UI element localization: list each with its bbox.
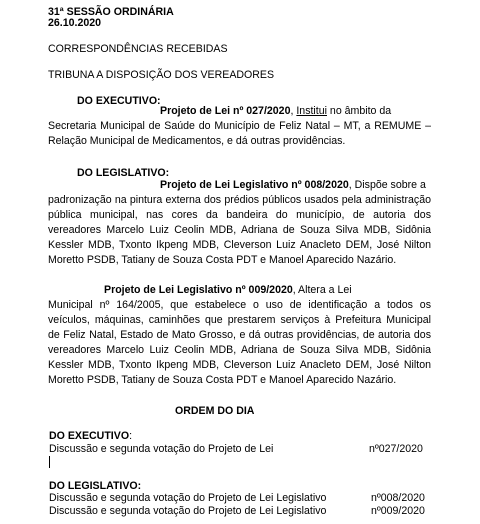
legislative-project2-paragraph: [48, 283, 431, 388]
legislative-project2-line-6: Moretto PSDB, Tatiany de Souza Costa PDT e Manoel Aparecido Nazário.: [48, 374, 397, 386]
legislative-project2-line-4: vereadores Marcelo Luiz Ceolin MDB, Adriana de Souza Silva MDB, Sidônia: [48, 344, 431, 356]
executive-line-0: , Institui no âmbito da: [290, 105, 392, 117]
session-date: 26.10.2020: [48, 17, 102, 29]
correspondence-heading: CORRESPONDÊNCIAS RECEBIDAS: [48, 43, 228, 55]
legislative-project1-title: Projeto de Lei Legislativo nº 008/2020: [160, 179, 349, 191]
institui-underlined-word: Institui: [296, 105, 327, 117]
agenda-title: ORDEM DO DIA: [175, 405, 255, 417]
legislative-project2-line-5: Kessler MDB, Txonto Ikpeng MDB, Cleverson Luiz Anacleto DEM, José Nilton: [48, 359, 431, 371]
legislative-project2-title: Projeto de Lei Legislativo nº 009/2020: [104, 284, 293, 296]
legislative-project1-paragraph: [48, 178, 431, 268]
legislative-project1-line-0: , Dispõe sobre a: [348, 179, 426, 191]
agenda-legislative-item-0-text: Discussão e segunda votação do Projeto de Lei Legislativo: [49, 492, 327, 504]
legislative-project2-line-2: veículos, máquinas, caminhões que prestarem serviços à Prefeitura Municipal: [48, 314, 431, 326]
legislative-project1-line-3: vereadores Marcelo Luiz Ceolin MDB, Adriana de Souza Silva MDB, Sidônia: [48, 224, 431, 236]
agenda-executive-heading: DO EXECUTIVO: [49, 430, 130, 442]
executive-line-2: Relação Municipal de Medicamentos, e dá outras providências.: [48, 135, 346, 147]
legislative-project1-line-1: padronização na pintura externa dos prédios públicos usados pela administração: [48, 194, 431, 206]
agenda-executive-heading-row: [49, 430, 132, 442]
tribune-heading: TRIBUNA A DISPOSIÇÃO DOS VEREADORES: [48, 69, 275, 81]
agenda-executive-item-number: nº027/2020: [369, 443, 423, 455]
legislative-project2-line-3: de Feliz Natal, Estado de Mato Grosso, e dá outras providências, de autoria dos: [48, 329, 431, 341]
executive-line-1: Secretaria Municipal de Saúde do Município de Feliz Natal – MT, a REMUME –: [48, 120, 431, 132]
executive-heading: DO EXECUTIVO:: [77, 95, 161, 107]
executive-project-paragraph: [48, 104, 431, 149]
agenda-legislative-item-1-text: Discussão e segunda votação do Projeto de Lei Legislativo: [49, 505, 327, 517]
legislative-project2-line-1: Municipal nº 164/2005, que estabelece o uso de identificação a todos os: [48, 299, 431, 311]
agenda-legislative-item-1-number: nº009/2020: [371, 505, 425, 517]
agenda-executive-colon: :: [129, 430, 133, 442]
text-cursor: [49, 456, 50, 468]
legislative-project1-line-5: Moretto PSDB, Tatiany de Souza Costa PDT e Manoel Aparecido Nazário.: [48, 254, 397, 266]
legislative-heading: DO LEGISLATIVO:: [77, 167, 170, 179]
legislative-project1-line-4: Kessler MDB, Txonto Ikpeng MDB, Cleverson Luiz Anacleto DEM, José Nilton: [48, 239, 431, 251]
legislative-project2-line-0: , Altera a Lei: [292, 284, 352, 296]
executive-project-title: Projeto de Lei nº 027/2020: [160, 105, 291, 117]
agenda-legislative-heading: DO LEGISLATIVO:: [49, 480, 142, 492]
session-title: 31ª SESSÃO ORDINÁRIA: [48, 6, 174, 18]
legislative-project1-line-2: pública municipal, nas cores da bandeira do município, de autoria dos: [48, 209, 431, 221]
agenda-legislative-item-0-number: nº008/2020: [371, 492, 425, 504]
agenda-executive-item-text: Discussão e segunda votação do Projeto de Lei: [49, 443, 274, 455]
